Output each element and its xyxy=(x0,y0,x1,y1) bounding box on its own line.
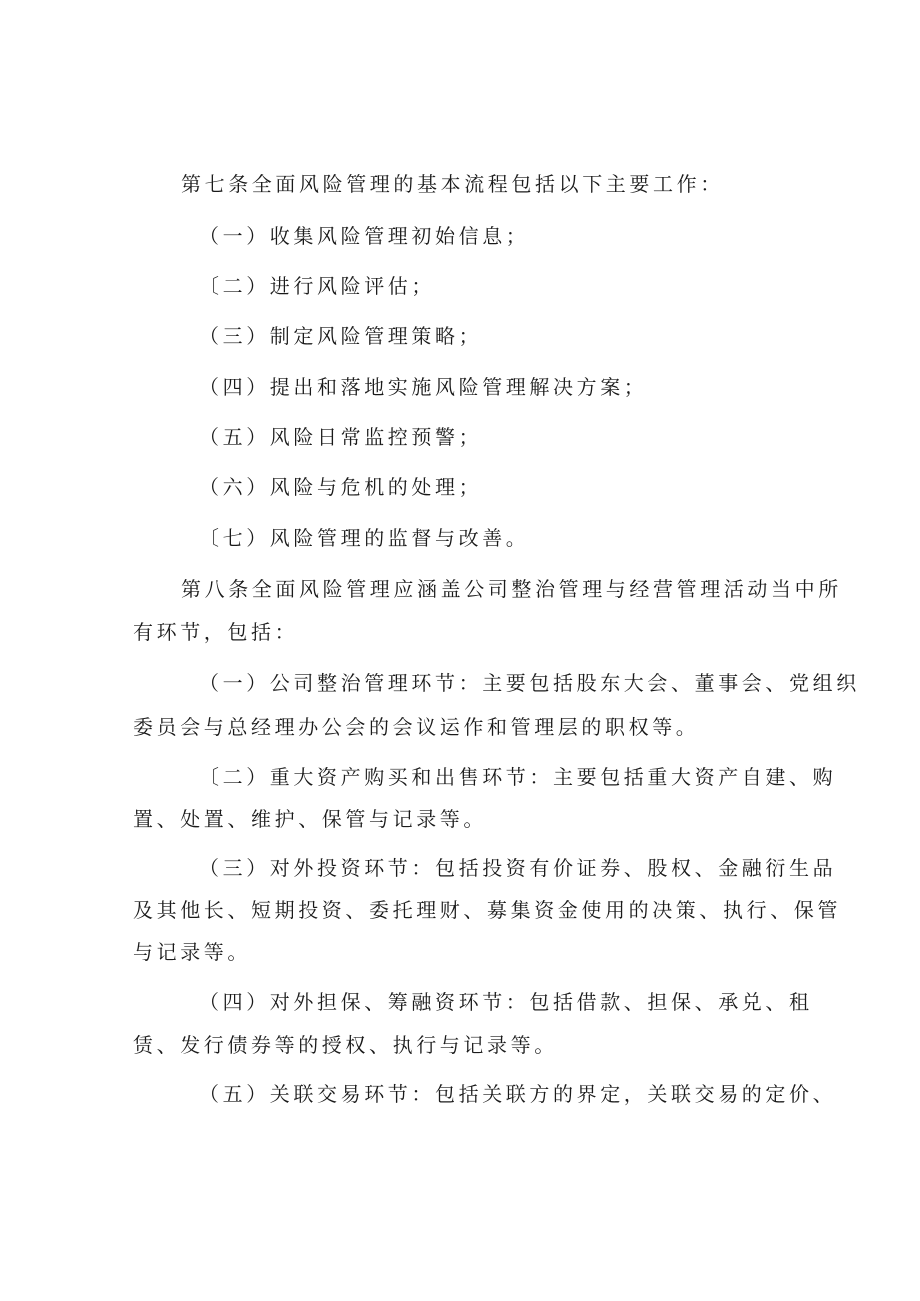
article-8-item-3-cont: 及其他长、短期投资、委托理财、募集资金使用的决策、执行、保管 xyxy=(133,898,841,922)
article-8-item-4: （四）对外担保、筹融资环节：包括借款、担保、承兑、租 xyxy=(199,990,813,1014)
article-7-item-7: 〔七）风险管理的监督与改善。 xyxy=(199,526,530,550)
article-8-heading-cont: 有环节，包括： xyxy=(133,620,299,644)
article-8-item-4-cont: 赁、发行债券等的授权、执行与记录等。 xyxy=(133,1033,558,1057)
article-7-item-5: （五）风险日常监控预警； xyxy=(199,425,483,449)
article-7-item-4: （四）提出和落地实施风险管理解决方案； xyxy=(199,375,648,399)
article-8-item-1-cont: 委员会与总经理办公会的会议运作和管理层的职权等。 xyxy=(133,715,700,739)
article-7-item-3: （三）制定风险管理策略； xyxy=(199,324,483,348)
article-8-heading: 第八条全面风险管理应涵盖公司整治管理与经营管理活动当中所 xyxy=(181,577,842,601)
article-7-item-6: （六）风险与危机的处理； xyxy=(199,475,483,499)
article-8-item-1: （一）公司整治管理环节：主要包括股东大会、董事会、党组织 xyxy=(199,671,860,695)
article-8-item-5: （五）关联交易环节：包括关联方的界定，关联交易的定价、 xyxy=(199,1082,837,1106)
article-8-item-3-cont-2: 与记录等。 xyxy=(133,940,251,964)
article-8-item-2-cont: 置、处置、维护、保管与记录等。 xyxy=(133,807,487,831)
article-8-item-2: 〔二）重大资产购买和出售环节：主要包括重大资产自建、购 xyxy=(199,765,837,789)
article-7-item-1: （一）收集风险管理初始信息； xyxy=(199,224,530,248)
article-8-item-3: （三）对外投资环节：包括投资有价证券、股权、金融衍生品 xyxy=(199,856,837,880)
article-7-item-2: 〔二）进行风险评估； xyxy=(199,274,435,298)
article-7-heading: 第七条全面风险管理的基本流程包括以下主要工作： xyxy=(181,172,724,196)
